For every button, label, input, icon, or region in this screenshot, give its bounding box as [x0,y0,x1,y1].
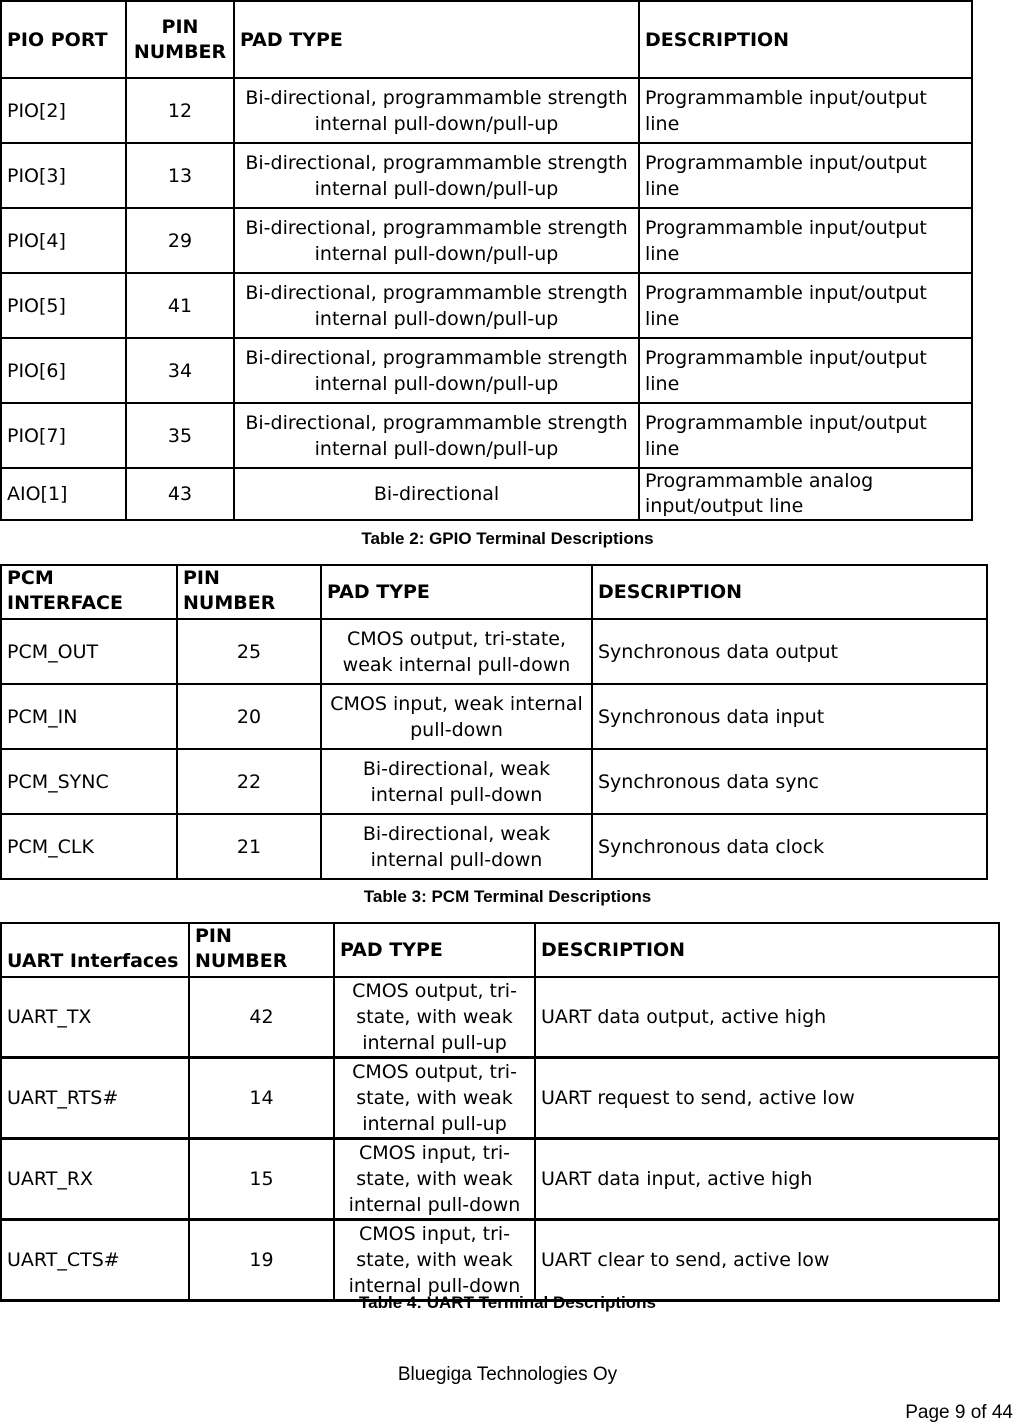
description-cell: Programmamble input/output line [639,403,972,468]
pin-cell: 25 [177,619,321,684]
pad-type-cell: CMOS output, tri-state, with weak internal pull-up [334,1058,535,1139]
port-cell: PIO[4] [1,208,126,273]
table-row [1,1220,999,1301]
header-pio-port: PIO PORT [1,1,126,78]
description-cell: UART request to send, active low [535,1058,999,1139]
table-header-row [1,1,972,78]
table-header-row [1,923,999,977]
table-row [1,749,987,814]
footer-company-name: Bluegiga Technologies Oy [397,1364,618,1385]
header-pcm-interface: PCM INTERFACE [1,565,177,619]
pad-type-cell: Bi-directional [234,468,639,520]
pad-type-cell: CMOS input, tri-state, with weak internal pull-down [334,1220,535,1301]
pin-cell: 42 [189,977,334,1058]
pad-type-cell: Bi-directional, programmamble strength internal pull-down/pull-up [234,208,639,273]
description-cell: UART data output, active high [535,977,999,1058]
pin-cell: 21 [177,814,321,879]
pin-cell: 35 [126,403,234,468]
pin-cell: 12 [126,78,234,143]
port-cell: PIO[2] [1,78,126,143]
table-row [1,684,987,749]
gpio-terminal-table [0,0,973,521]
header-pin-number: PIN NUMBER [126,1,234,78]
interface-cell: UART_TX [1,977,189,1058]
pin-cell: 41 [126,273,234,338]
uart-terminal-table [0,922,1000,1302]
header-uart-interfaces: UART Interfaces [1,923,189,977]
port-cell: AIO[1] [1,468,126,520]
interface-cell: PCM_SYNC [1,749,177,814]
table-row [1,403,972,468]
table-row [1,1139,999,1220]
description-cell: Programmamble input/output line [639,338,972,403]
table-row [1,814,987,879]
pad-type-cell: Bi-directional, programmamble strength internal pull-down/pull-up [234,143,639,208]
pin-cell: 20 [177,684,321,749]
table-row [1,619,987,684]
pad-type-cell: CMOS input, weak internal pull-down [321,684,592,749]
pad-type-cell: Bi-directional, programmamble strength internal pull-down/pull-up [234,273,639,338]
pin-cell: 13 [126,143,234,208]
port-cell: PIO[5] [1,273,126,338]
table-row [1,78,972,143]
table-row [1,143,972,208]
pad-type-cell: CMOS output, tri-state, with weak internal pull-up [334,977,535,1058]
pin-cell: 29 [126,208,234,273]
interface-cell: PCM_CLK [1,814,177,879]
description-cell: Synchronous data sync [592,749,987,814]
description-cell: Synchronous data clock [592,814,987,879]
gpio-table-caption: Table 2: GPIO Terminal Descriptions [361,529,654,548]
pcm-table-caption: Table 3: PCM Terminal Descriptions [363,887,652,906]
header-description: DESCRIPTION [535,923,999,977]
pad-type-cell: Bi-directional, programmamble strength internal pull-down/pull-up [234,338,639,403]
header-pin-number: PIN NUMBER [189,923,334,977]
table-row [1,1058,999,1139]
pin-cell: 22 [177,749,321,814]
pin-cell: 43 [126,468,234,520]
table-row [1,208,972,273]
description-cell: UART clear to send, active low [535,1220,999,1301]
pcm-terminal-table [0,564,988,880]
header-pad-type: PAD TYPE [321,565,592,619]
pad-type-cell: Bi-directional, programmamble strength internal pull-down/pull-up [234,78,639,143]
table-row [1,273,972,338]
description-cell: Programmamble input/output line [639,143,972,208]
description-cell: Programmamble input/output line [639,78,972,143]
table-row [1,338,972,403]
description-cell: Programmamble input/output line [639,273,972,338]
pad-type-cell: CMOS input, tri-state, with weak internal pull-down [334,1139,535,1220]
header-pin-number: PIN NUMBER [177,565,321,619]
description-cell: Programmamble analog input/output line [639,468,972,520]
pad-type-cell: CMOS output, tri-state, weak internal pull-down [321,619,592,684]
table-header-row [1,565,987,619]
pin-cell: 15 [189,1139,334,1220]
description-cell: Synchronous data input [592,684,987,749]
port-cell: PIO[3] [1,143,126,208]
header-description: DESCRIPTION [639,1,972,78]
pin-cell: 34 [126,338,234,403]
description-cell: UART data input, active high [535,1139,999,1220]
header-pad-type: PAD TYPE [234,1,639,78]
pin-cell: 19 [189,1220,334,1301]
description-cell: Synchronous data output [592,619,987,684]
uart-table-caption: Table 4: UART Terminal Descriptions [359,1293,656,1312]
pin-cell: 14 [189,1058,334,1139]
port-cell: PIO[7] [1,403,126,468]
table-row [1,468,972,520]
footer-page-number: Page 9 of 44 [905,1402,1013,1423]
interface-cell: PCM_OUT [1,619,177,684]
pad-type-cell: Bi-directional, weak internal pull-down [321,814,592,879]
interface-cell: UART_RTS# [1,1058,189,1139]
pad-type-cell: Bi-directional, weak internal pull-down [321,749,592,814]
header-pad-type: PAD TYPE [334,923,535,977]
table-row [1,977,999,1058]
header-description: DESCRIPTION [592,565,987,619]
description-cell: Programmamble input/output line [639,208,972,273]
pad-type-cell: Bi-directional, programmamble strength internal pull-down/pull-up [234,403,639,468]
interface-cell: PCM_IN [1,684,177,749]
interface-cell: UART_CTS# [1,1220,189,1301]
interface-cell: UART_RX [1,1139,189,1220]
port-cell: PIO[6] [1,338,126,403]
